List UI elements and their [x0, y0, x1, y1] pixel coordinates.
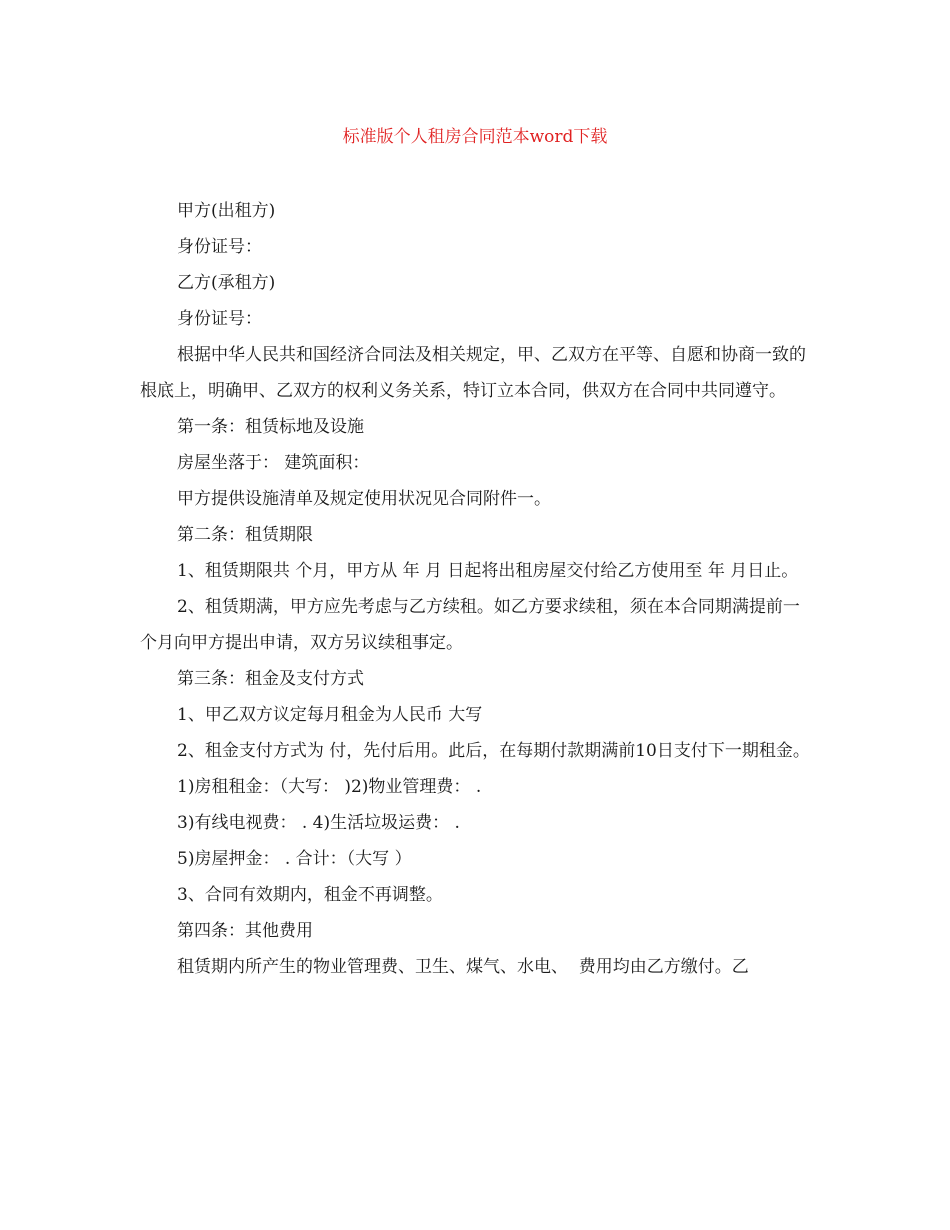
document-title: 标准版个人租房合同范本word下载: [342, 127, 608, 147]
paragraph-facilities: 甲方提供设施清单及规定使用状况见合同附件一。: [177, 489, 551, 509]
paragraph-preamble: 根据中华人民共和国经济合同法及相关规定，甲、乙双方在平等、自愿和协商一致的根底上，明确甲、乙双方的权利义务关系，特订立本合同，供双方在合同中共同遵守。: [140, 345, 806, 401]
paragraph-fee-3: 5)房屋押金： . 合计：（大写 ）: [177, 849, 412, 869]
paragraph-fee-1: 1)房租租金：（大写： )2)物业管理费： .: [177, 777, 482, 797]
paragraph-term-2: 2、租赁期满，甲方应先考虑与乙方续租。如乙方要求续租，须在本合同期满提前一个月向甲方提出申请，双方另议续租事定。: [140, 597, 800, 653]
paragraph-rent-1: 1、甲乙双方议定每月租金为人民币 大写: [177, 705, 483, 725]
paragraph-other-fees: 租赁期内所产生的物业管理费、卫生、煤气、水电、 费用均由乙方缴付。乙: [177, 957, 749, 977]
heading-article-4: 第四条：其他费用: [177, 921, 313, 941]
heading-article-2: 第二条：租赁期限: [177, 525, 313, 545]
heading-article-3: 第三条：租金及支付方式: [177, 669, 364, 689]
paragraph-party-b: 乙方(承租方): [177, 273, 276, 293]
document-body: [140, 193, 812, 985]
paragraph-party-a-id: 身份证号：: [177, 237, 262, 257]
paragraph-fee-2: 3)有线电视费： . 4)生活垃圾运费： .: [177, 813, 460, 833]
paragraph-term-1: 1、租赁期限共 个月，甲方从 年 月 日起将出租房屋交付给乙方使用至 年 月日止。: [177, 561, 799, 581]
paragraph-location: 房屋坐落于： 建筑面积：: [177, 453, 370, 473]
paragraph-party-a: 甲方(出租方): [177, 201, 276, 221]
paragraph-party-b-id: 身份证号：: [177, 309, 262, 329]
paragraph-rent-2: 2、租金支付方式为 付，先付后用。此后，在每期付款期满前10日支付下一期租金。: [177, 741, 810, 761]
heading-article-1: 第一条：租赁标地及设施: [177, 417, 364, 437]
paragraph-rent-3: 3、合同有效期内，租金不再调整。: [177, 885, 443, 905]
